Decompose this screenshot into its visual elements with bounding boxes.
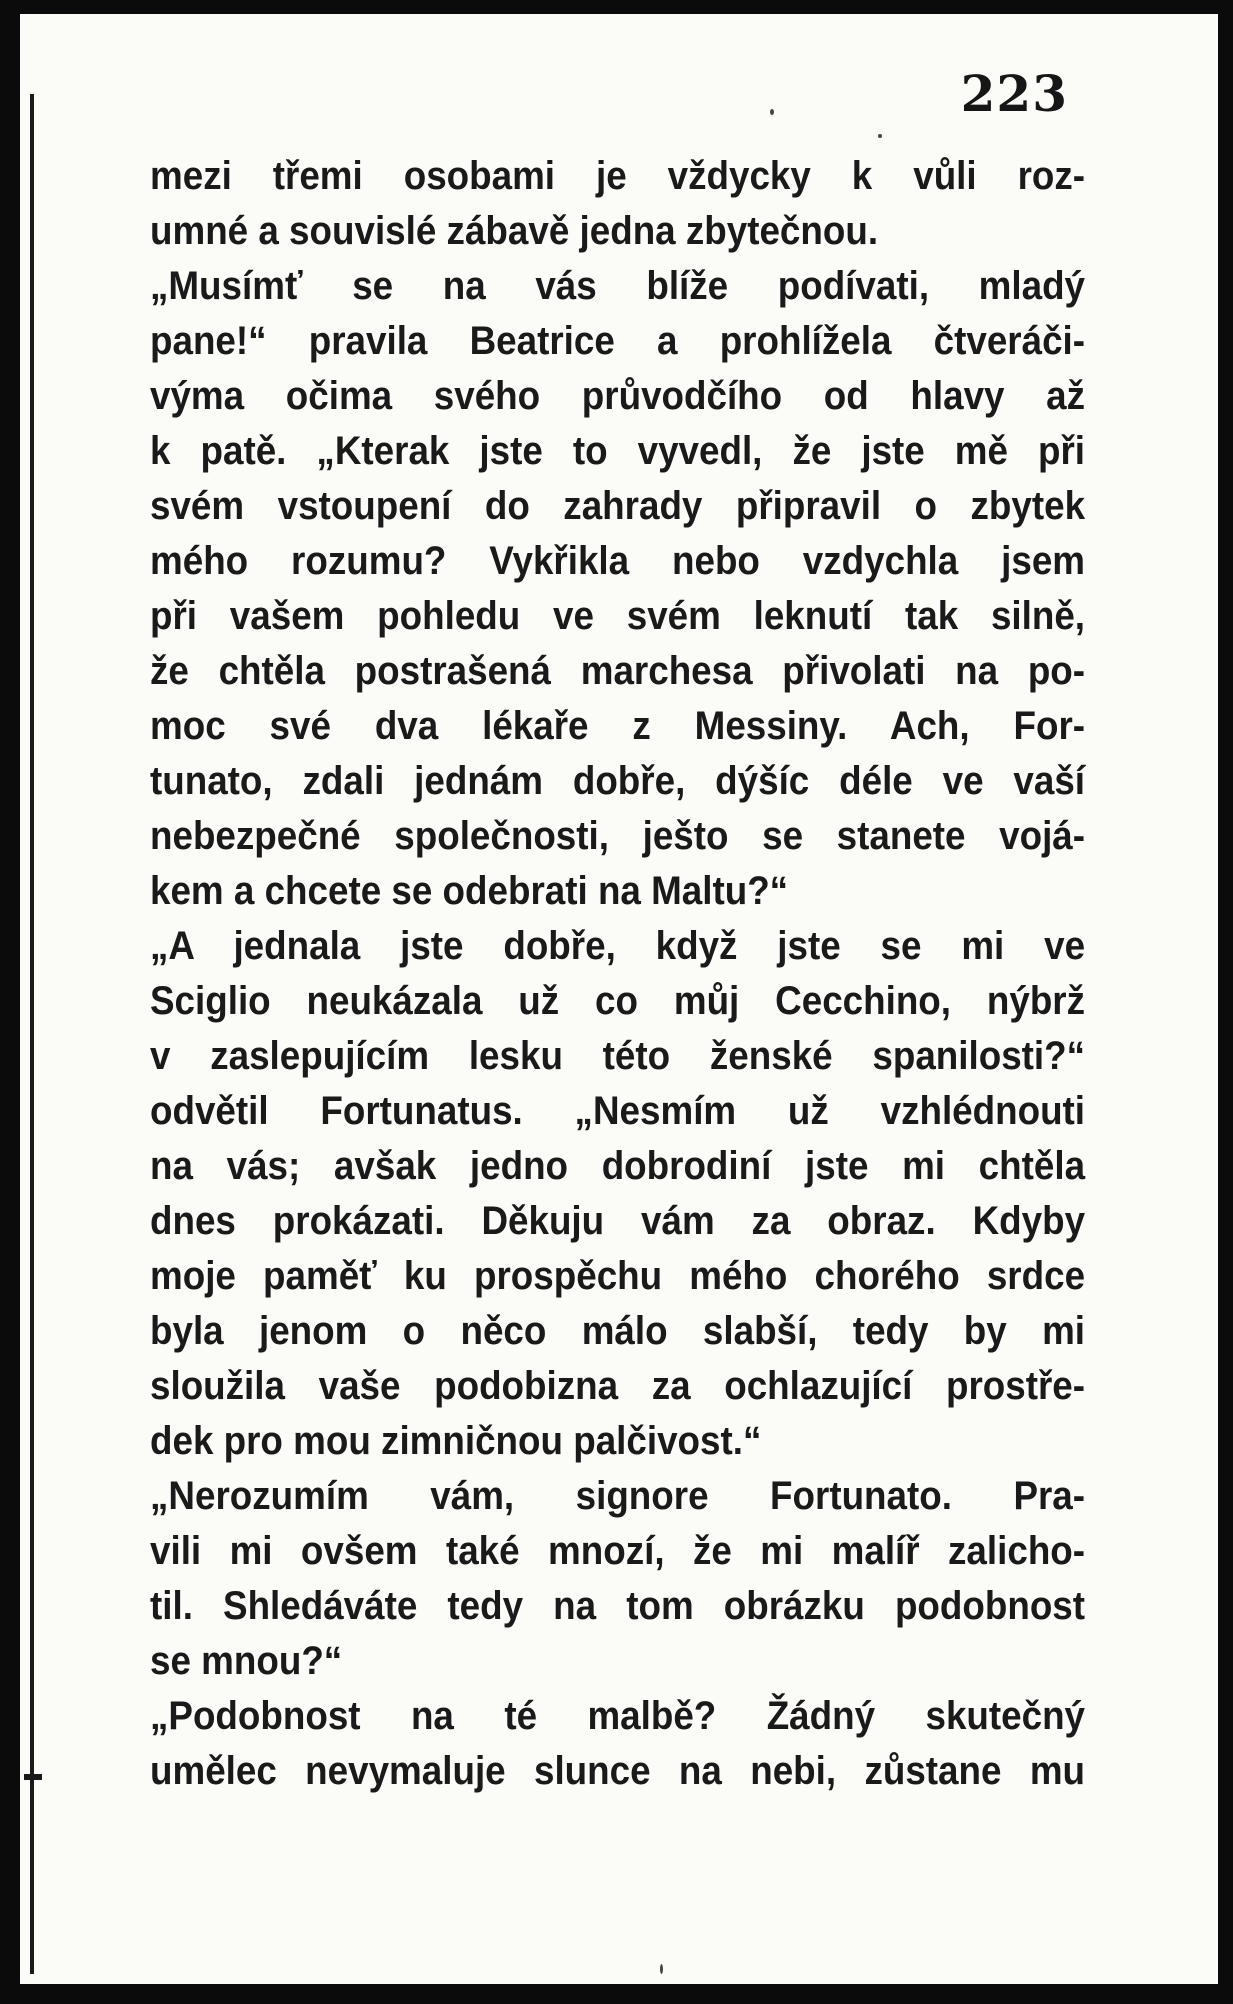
text-line: k patě. „Kterak jste to vyvedl, že jste mě při [150, 429, 1086, 473]
text-line: „A jednala jste dobře, když jste se mi ve [150, 924, 1086, 968]
text-line: umné a souvislé zábavě jedna zbytečnou. [150, 209, 879, 253]
text-line: tunato, zdali jednám dobře, dýšíc déle ve vaší [150, 759, 1086, 803]
text-line: na vás; avšak jedno dobrodiní jste mi chtěla [150, 1144, 1086, 1188]
text-line: pane!“ pravila Beatrice a prohlížela čtveráči- [150, 319, 1086, 363]
text-line: moc své dva lékaře z Messiny. Ach, For- [150, 704, 1086, 748]
binding-notch [24, 1774, 42, 1780]
text-line: odvětil Fortunatus. „Nesmím už vzhlédnouti [150, 1089, 1086, 1133]
book-page [20, 14, 1218, 1984]
text-line: dnes prokázati. Děkuju vám za obraz. Kdyby [150, 1199, 1086, 1243]
text-line: byla jenom o něco málo slabší, tedy by mi [150, 1309, 1086, 1353]
body-text [150, 149, 1085, 1799]
text-line: mezi třemi osobami je vždycky k vůli roz- [150, 154, 1086, 198]
text-line: kem a chcete se odebrati na Maltu?“ [150, 869, 789, 913]
text-line: svém vstoupení do zahrady připravil o zbytek [150, 484, 1086, 528]
text-line: til. Shledáváte tedy na tom obrázku podobnost [150, 1584, 1086, 1628]
text-line: Sciglio neukázala už co můj Cecchino, nýbrž [150, 979, 1086, 1023]
paper-speck [660, 1964, 663, 1974]
text-line: v zaslepujícím lesku této ženské spanilosti?“ [150, 1034, 1086, 1078]
text-line: sloužila vaše podobizna za ochlazující prostře- [150, 1364, 1086, 1408]
text-line: „Podobnost na té malbě? Žádný skutečný [150, 1694, 1086, 1738]
text-line: „Musímť se na vás blíže podívati, mladý [150, 264, 1086, 308]
page-number: 223 [960, 64, 1068, 123]
text-line: umělec nevymaluje slunce na nebi, zůstane mu [150, 1749, 1086, 1793]
text-line: se mnou?“ [150, 1639, 343, 1683]
binding-line [30, 94, 34, 1974]
text-line: dek pro mou zimničnou palčivost.“ [150, 1419, 762, 1463]
text-line: při vašem pohledu ve svém leknutí tak silně, [150, 594, 1086, 638]
text-line: „Nerozumím vám, signore Fortunato. Pra- [150, 1474, 1086, 1518]
paper-speck [878, 134, 882, 138]
text-line: vili mi ovšem také mnozí, že mi malíř zalicho- [150, 1529, 1086, 1573]
text-line: výma očima svého průvodčího od hlavy až [150, 374, 1086, 418]
text-line: mého rozumu? Vykřikla nebo vzdychla jsem [150, 539, 1086, 583]
text-line: nebezpečné společnosti, ješto se stanete vojá- [150, 814, 1086, 858]
paper-speck [770, 109, 774, 115]
text-line: moje paměť ku prospěchu mého chorého srdce [150, 1254, 1086, 1298]
text-line: že chtěla postrašená marchesa přivolati na po- [150, 649, 1086, 693]
